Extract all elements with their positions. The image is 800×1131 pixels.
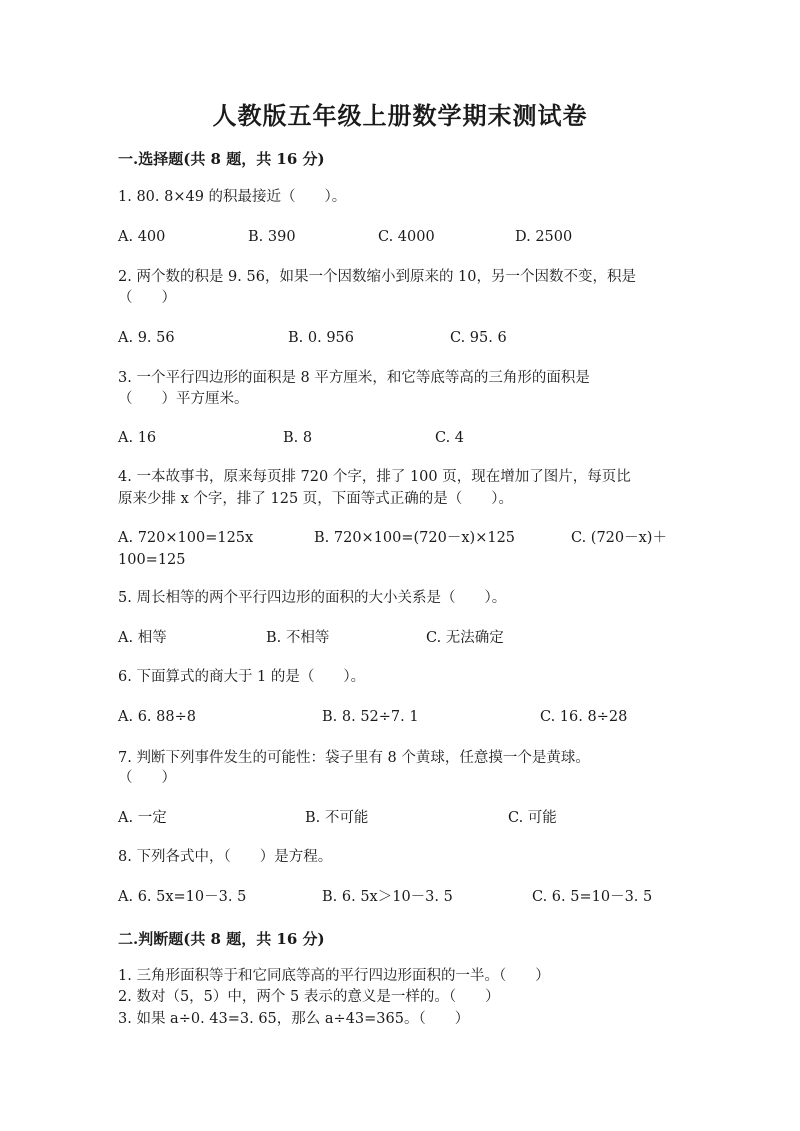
section-heading-judgement: 二.判断题(共 8 题，共 16 分) (118, 930, 325, 948)
question-1-option-a: A. 400 (118, 229, 166, 245)
question-2-text-line-1: 2. 两个数的积是 9. 56，如果一个因数缩小到原来的 10，另一个因数不变，积是 (118, 269, 637, 285)
question-1-text: 1. 80. 8×49 的积最接近（ ）。 (118, 189, 347, 205)
question-3-option-c: C. 4 (435, 430, 465, 446)
question-4-text-line-2: 原来少排 x 个字，排了 125 页，下面等式正确的是（ ）。 (118, 491, 514, 507)
question-8-option-a: A. 6. 5x=10－3. 5 (118, 889, 247, 905)
question-4-option-b: B. 720×100=(720－x)×125 (314, 530, 516, 546)
question-2-option-b: B. 0. 956 (288, 330, 354, 346)
question-4-text-line-1: 4. 一本故事书，原来每页排 720 个字，排了 100 页，现在增加了图片，每页比 (118, 469, 631, 485)
question-6-text: 6. 下面算式的商大于 1 的是（ ）。 (118, 669, 366, 685)
question-8-option-b: B. 6. 5x＞10－3. 5 (322, 889, 453, 905)
question-3-option-b: B. 8 (283, 430, 313, 446)
question-7-option-c: C. 可能 (508, 810, 557, 826)
question-1-option-b: B. 390 (248, 229, 296, 245)
question-1-option-d: D. 2500 (515, 229, 573, 245)
judgement-item-3: 3. 如果 a÷0. 43=3. 65，那么 a÷43=365。（ ） (118, 1011, 470, 1027)
judgement-item-2: 2. 数对（5，5）中，两个 5 表示的意义是一样的。（ ） (118, 989, 500, 1005)
question-7-text-line-2: （ ） (118, 770, 176, 786)
question-2-option-c: C. 95. 6 (450, 330, 507, 346)
question-5-text: 5. 周长相等的两个平行四边形的面积的大小关系是（ ）。 (118, 590, 507, 606)
question-2-option-a: A. 9. 56 (118, 330, 175, 346)
question-4-option-a: A. 720×100=125x (118, 530, 254, 546)
question-6-option-a: A. 6. 88÷8 (118, 709, 196, 725)
judgement-item-1: 1. 三角形面积等于和它同底等高的平行四边形面积的一半。（ ） (118, 968, 550, 984)
question-5-option-b: B. 不相等 (266, 630, 330, 646)
question-7-option-a: A. 一定 (118, 810, 167, 826)
question-4-option-c-continued: 100=125 (118, 552, 186, 568)
question-7-text-line-1: 7. 判断下列事件发生的可能性：袋子里有 8 个黄球，任意摸一个是黄球。 (118, 750, 590, 766)
question-3-text-line-2: （ ）平方厘米。 (118, 391, 249, 407)
question-3-text-line-1: 3. 一个平行四边形的面积是 8 平方厘米，和它等底等高的三角形的面积是 (118, 370, 590, 386)
question-5-option-c: C. 无法确定 (426, 630, 504, 646)
question-2-text-line-2: （ ） (118, 290, 176, 306)
page-title: 人教版五年级上册数学期末测试卷 (212, 101, 588, 130)
question-8-text: 8. 下列各式中，（ ）是方程。 (118, 849, 333, 865)
question-8-option-c: C. 6. 5=10－3. 5 (532, 889, 653, 905)
question-6-option-c: C. 16. 8÷28 (540, 709, 628, 725)
question-5-option-a: A. 相等 (118, 630, 167, 646)
section-heading-choice: 一.选择题(共 8 题，共 16 分) (118, 150, 325, 168)
question-3-option-a: A. 16 (118, 430, 157, 446)
question-1-option-c: C. 4000 (378, 229, 435, 245)
question-6-option-b: B. 8. 52÷7. 1 (322, 709, 419, 725)
question-7-option-b: B. 不可能 (305, 810, 369, 826)
question-4-option-c: C. (720－x)＋ (571, 530, 667, 546)
